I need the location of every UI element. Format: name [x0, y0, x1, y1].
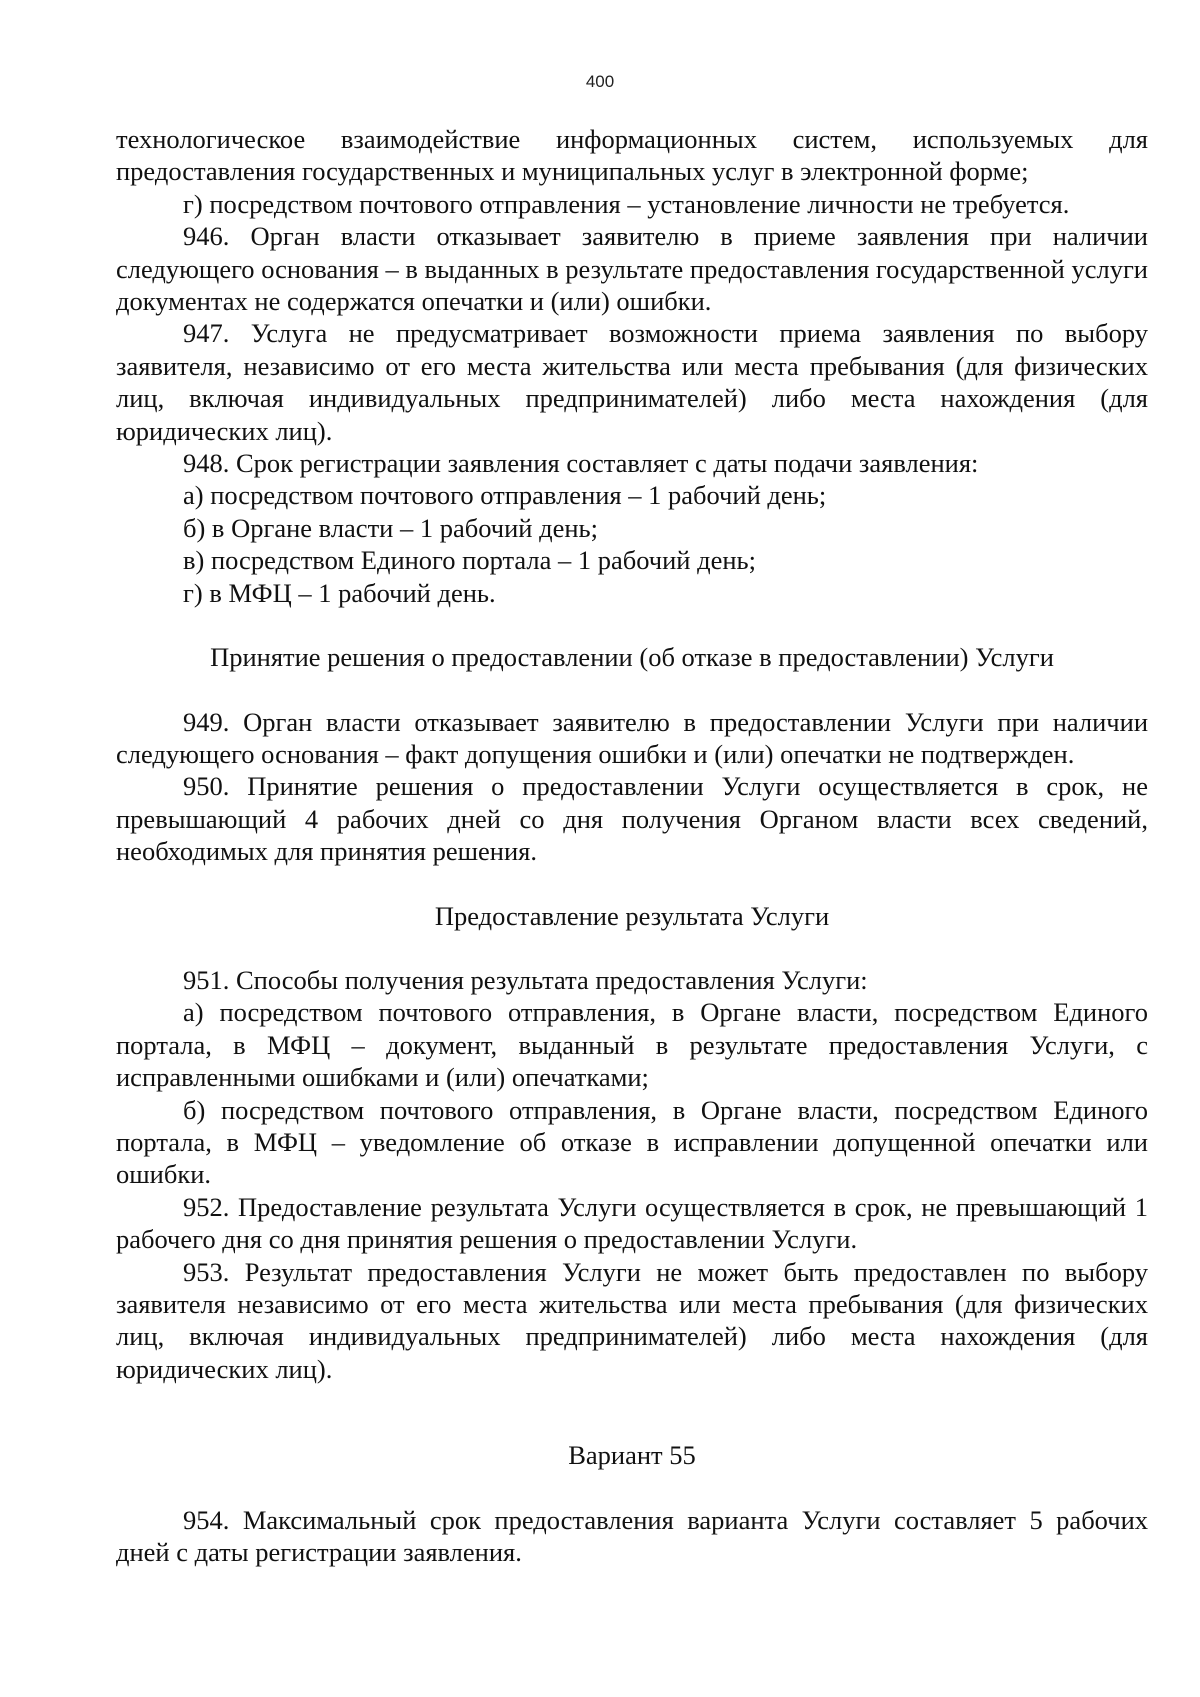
- list-item: б) в Органе власти – 1 рабочий день;: [183, 512, 598, 543]
- paragraph-947: 947. Услуга не предусматривает возможности приема заявления по выбору заявителя, независимо от его места жительства или места пребывания (для физических лиц, включая индивидуальных предпринимателей) либо места нахождения (для юридических лиц).: [116, 318, 1148, 446]
- page-number: 400: [585, 72, 615, 91]
- section-heading-decision: Принятие решения о предоставлении (об отказе в предоставлении) Услуги: [210, 642, 1054, 673]
- section-heading-result: Предоставление результата Услуги: [434, 900, 830, 931]
- paragraph: технологическое взаимодействие информационных систем, используемых для предоставления государственных и муниципальных услуг в электронной форме;: [116, 124, 1148, 187]
- paragraph-952: 952. Предоставление результата Услуги осуществляется в срок, не превышающий 1 рабочего дня со дня принятия решения о предоставлении Услуги.: [116, 1191, 1148, 1255]
- paragraph-951: 951. Способы получения результата предоставления Услуги:: [183, 964, 868, 995]
- paragraph-950: 950. Принятие решения о предоставлении Услуги осуществляется в срок, не превышающий 4 рабочих дней со дня получения Органом власти всех сведений, необходимых для принятия решения.: [116, 771, 1148, 867]
- list-item: а) посредством почтового отправления – 1 рабочий день;: [183, 480, 827, 511]
- paragraph: г) посредством почтового отправления – установление личности не требуется.: [183, 188, 1070, 219]
- section-heading-variant: Вариант 55: [568, 1440, 696, 1471]
- paragraph-949: 949. Орган власти отказывает заявителю в предоставлении Услуги при наличии следующего основания – факт допущения ошибки и (или) опечатки не подтвержден.: [116, 706, 1148, 769]
- paragraph-948: 948. Срок регистрации заявления составляет с даты подачи заявления:: [183, 448, 979, 479]
- paragraph-954: 954. Максимальный срок предоставления варианта Услуги составляет 5 рабочих дней с даты регистрации заявления.: [116, 1504, 1148, 1568]
- list-item: в) посредством Единого портала – 1 рабочий день;: [183, 545, 756, 576]
- list-item: г) в МФЦ – 1 рабочий день.: [183, 577, 496, 608]
- document-body: [116, 123, 1148, 1568]
- paragraph-953: 953. Результат предоставления Услуги не может быть предоставлен по выбору заявителя независимо от его места жительства или места пребывания (для физических лиц, включая индивидуальных предпринимателей) либо места нахождения (для юридических лиц).: [116, 1256, 1148, 1384]
- list-item: а) посредством почтового отправления, в Органе власти, посредством Единого портала, в МФЦ – документ, выданный в результате предоставления Услуги, с исправленными ошибками и (или) опечатками;: [116, 997, 1148, 1093]
- paragraph-946: 946. Орган власти отказывает заявителю в приеме заявления при наличии следующего основания – в выданных в результате предоставления государственной услуги документах не содержатся опечатки и (или) ошибки.: [116, 221, 1148, 317]
- list-item: б) посредством почтового отправления, в Органе власти, посредством Единого портала, в МФЦ – уведомление об отказе в исправлении допущенной опечатки или ошибки.: [116, 1094, 1148, 1190]
